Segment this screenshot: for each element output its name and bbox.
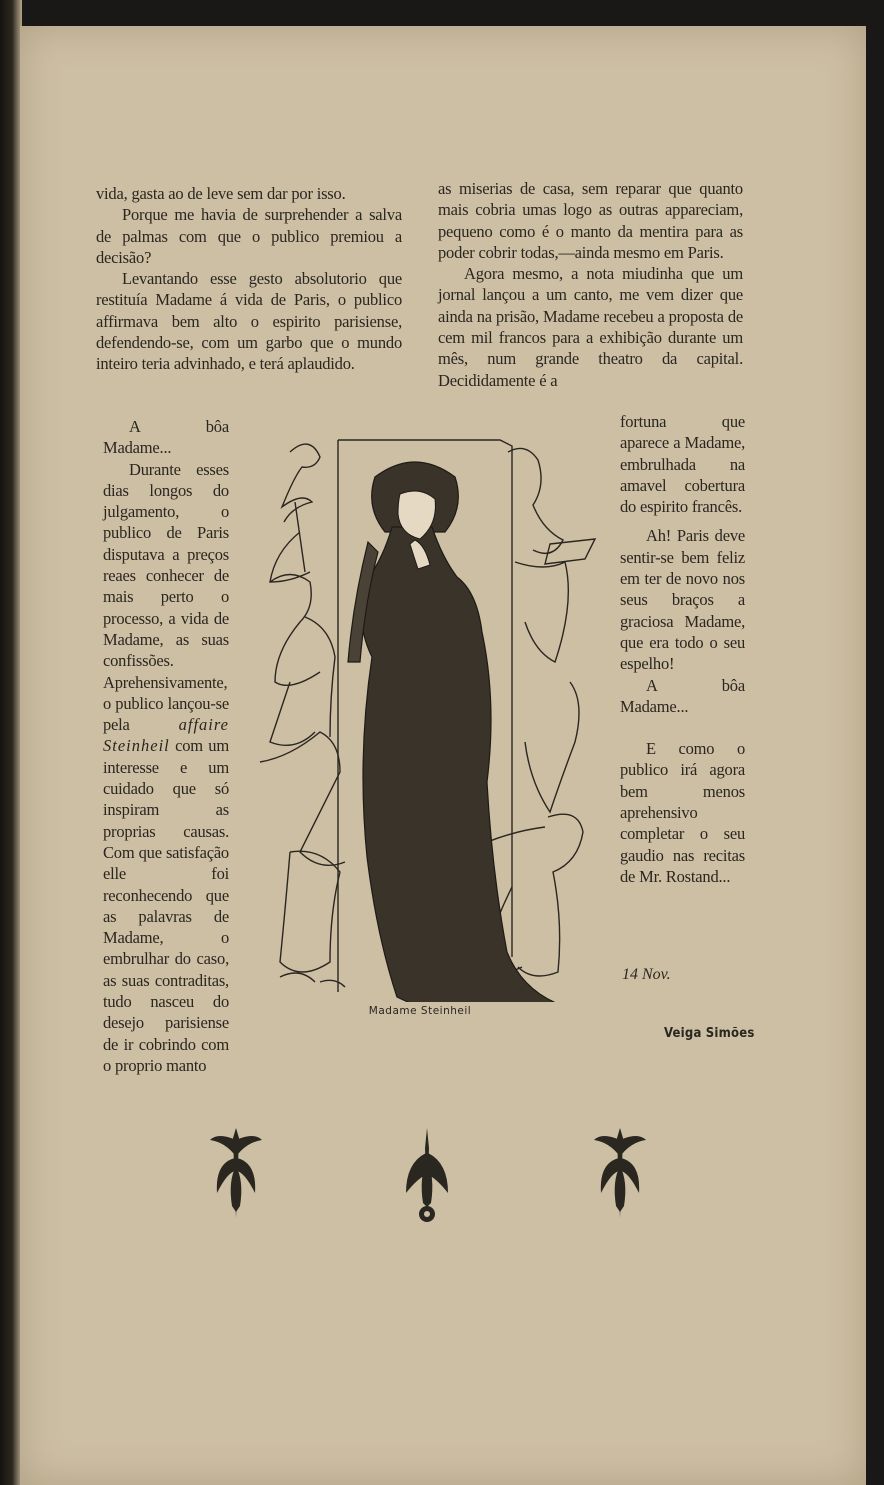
text-run: com um interesse e um cuidado que só inspiram as proprias causas. Com que satisfação elle foi reconhecendo que as palavras de Madame, o embrulhar do caso, as suas contraditas, tudo nasceu do desejo parisiense de ir cobrindo com o proprio manto	[103, 736, 229, 1075]
paragraph: Porque me havia de surprehender a salva de palmas com que o publico premiou a decisão?	[96, 205, 402, 267]
fleuron-icon	[592, 1128, 648, 1218]
paragraph: vida, gasta ao de leve sem dar por isso.	[96, 184, 346, 203]
book-spine	[0, 0, 22, 1485]
illustration-caption: Madame Steinheil	[368, 1005, 472, 1017]
text-run: Durante esses dias longos do julgamento, o publico de Paris disputava a preços reaes conhecer de mais perto o processo, a vida de Madame, as suas confissões. Aprehensivamente, o publico lançou-se pela	[103, 459, 229, 735]
paragraph	[103, 459, 229, 1077]
paragraph: Levantando esse gesto absolutorio que restituía Madame á vida de Paris, o publico affirmava bem alto o espirito parisiense, defendendo-se, com um garbo que o mundo inteiro teria advinhado, e terá aplaudido.	[96, 269, 402, 374]
italic-term: affaire Steinheil	[103, 715, 229, 756]
paragraph: Agora mesmo, a nota miudinha que um jornal lançou a um canto, me vem dizer que ainda na prisão, Madame recebeu a proposta de cem mil francos para a exhibição durante um mês, num grande theatro da capital. Decididamente é a	[438, 264, 743, 390]
paragraph: Ah! Paris deve sentir-se bem feliz em ter de novo nos seus braços a graciosa Madame, que era todo o seu espelho!	[620, 526, 745, 674]
paragraph: A bôa Madame...	[103, 417, 229, 458]
column-2-narrow	[620, 411, 745, 887]
fleuron-icon	[208, 1128, 264, 1218]
column-1-narrow	[103, 416, 229, 1076]
paragraph: A bôa Madame...	[620, 675, 745, 716]
madame-illustration	[250, 432, 605, 1002]
column-1-top	[96, 183, 402, 375]
paragraph: as miserias de casa, sem reparar que quanto mais cobria umas logo as outras appareciam, pequeno como é o manto da mentira para as poder cobrir todas,—ainda mesmo em Paris.	[438, 179, 743, 262]
fleuron-rose-icon	[402, 1128, 452, 1226]
dateline: 14 Nov.	[622, 966, 671, 983]
column-2-top	[438, 178, 743, 391]
paragraph: E como o publico irá agora bem menos aprehensivo completar o seu gaudio nas recitas de Mr. Rostand...	[620, 739, 745, 886]
author-signature: Veiga Simões	[664, 1026, 755, 1041]
paragraph: fortuna que aparece a Madame, embrulhada na amavel cobertura do espirito francês.	[620, 412, 745, 517]
